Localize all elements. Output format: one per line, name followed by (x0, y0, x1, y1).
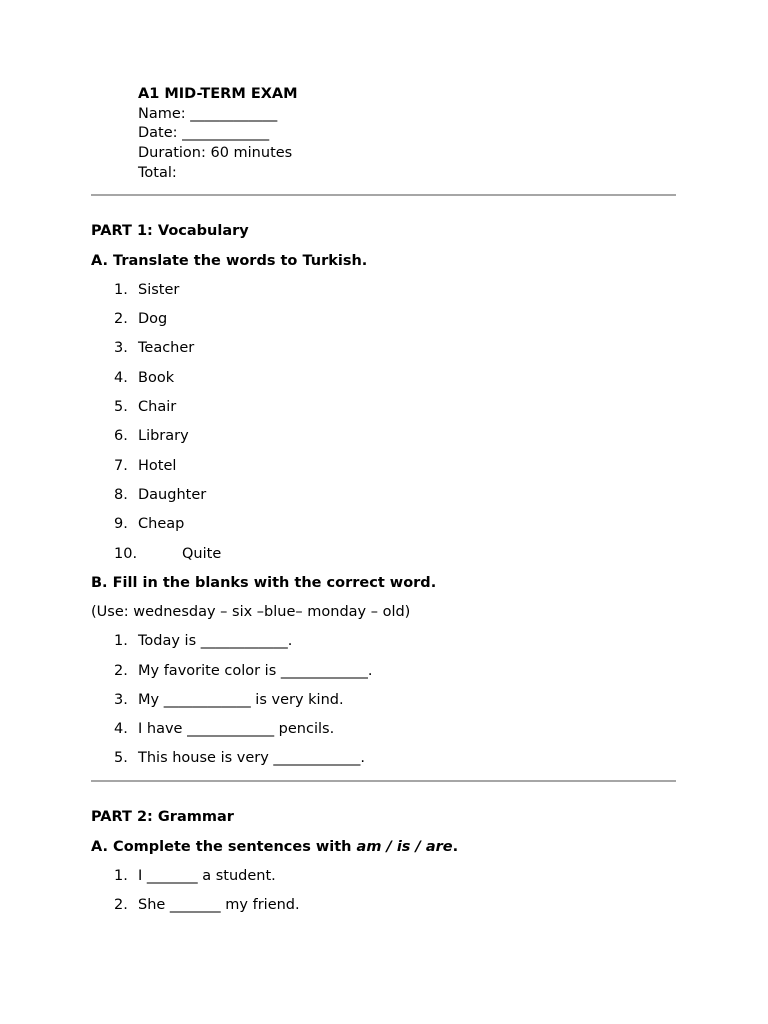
list-item-number: 2. (114, 311, 128, 327)
list-item-text: Library (138, 428, 189, 444)
list-item-number: 1. (114, 633, 128, 649)
heading-prefix: A. Complete the sentences with (91, 839, 357, 855)
total-field: Total: (138, 165, 177, 181)
list-item-number: 5. (114, 750, 128, 766)
part1-heading: PART 1: Vocabulary (91, 223, 249, 239)
list-item-text: Dog (138, 311, 168, 327)
part1-section-b-heading: B. Fill in the blanks with the correct word. (91, 575, 437, 591)
list-item-text: I _______ a student. (138, 868, 276, 884)
word-bank-instruction: (Use: wednesday – six –blue– monday – old) (91, 604, 411, 620)
list-item-text: My ____________ is very kind. (138, 692, 344, 708)
list-item-text: This house is very ____________. (138, 750, 366, 766)
list-item-text: Sister (138, 282, 180, 298)
list-item-number: 4. (114, 721, 128, 737)
list-item-number: 6. (114, 428, 128, 444)
exam-title: A1 MID-TERM EXAM (138, 86, 298, 102)
list-item-number: 3. (114, 692, 128, 708)
list-item-text: Chair (138, 399, 177, 415)
list-item-text: Today is ____________. (138, 633, 293, 649)
heading-italic-options: am / is / are (356, 839, 453, 855)
list-item-text: Book (138, 370, 175, 386)
list-item-text: Quite (182, 546, 222, 562)
list-item-text: I have ____________ pencils. (138, 721, 335, 737)
list-item-number: 1. (114, 868, 128, 884)
list-item-text: Hotel (138, 458, 177, 474)
list-item-number: 5. (114, 399, 128, 415)
name-field: Name: ____________ (138, 106, 278, 122)
divider (91, 194, 676, 196)
list-item-text: Daughter (138, 487, 207, 503)
divider (91, 780, 676, 782)
duration-field: Duration: 60 minutes (138, 145, 293, 161)
list-item-number: 9. (114, 516, 128, 532)
list-item-number: 1. (114, 282, 128, 298)
part2-heading: PART 2: Grammar (91, 809, 234, 825)
date-field: Date: ____________ (138, 125, 270, 141)
list-item-number: 8. (114, 487, 128, 503)
list-item-number: 7. (114, 458, 128, 474)
list-item-number: 10. (114, 546, 138, 562)
list-item-text: She _______ my friend. (138, 897, 300, 913)
part1-section-a-heading: A. Translate the words to Turkish. (91, 253, 368, 269)
list-item-number: 2. (114, 897, 128, 913)
list-item-text: Teacher (138, 340, 195, 356)
list-item-number: 3. (114, 340, 128, 356)
list-item-number: 4. (114, 370, 128, 386)
heading-suffix: . (452, 839, 459, 855)
list-item-text: My favorite color is ____________. (138, 663, 373, 679)
list-item-number: 2. (114, 663, 128, 679)
list-item-text: Cheap (138, 516, 185, 532)
part2-section-a-heading (91, 838, 458, 856)
